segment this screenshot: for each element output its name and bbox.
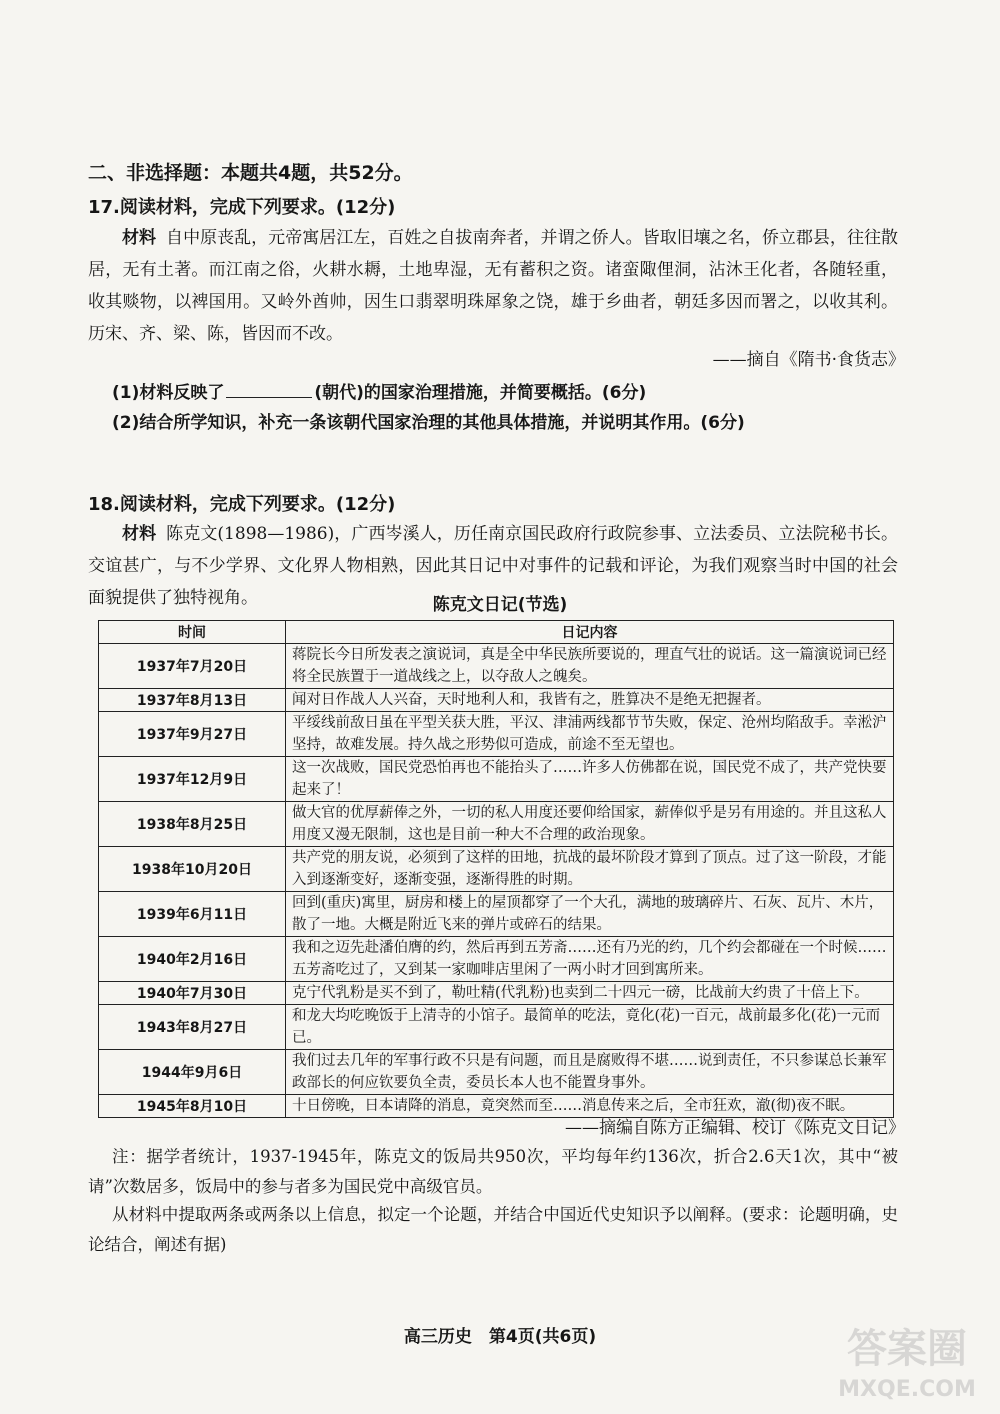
watermark-text-url: MXQE.COM bbox=[838, 1377, 976, 1402]
watermark-logo-icon bbox=[832, 1318, 982, 1406]
q17-source: ——摘自《隋书·食货志》 bbox=[712, 350, 905, 370]
q17-material bbox=[88, 222, 898, 350]
q17-material-label: 材料 bbox=[122, 228, 157, 248]
diary-date: 1937年9月27日 bbox=[99, 712, 286, 757]
diary-content: 平绥线前敌日虽在平型关获大胜，平汉、津浦两线都节节失败，保定、沧州均陷敌手。幸淞沪坚持，故难发展。持久战之形势似可造成，前途不至无望也。 bbox=[286, 712, 894, 757]
q18-source: ——摘编自陈方正编辑、校订《陈克文日记》 bbox=[565, 1118, 905, 1138]
diary-table-title: 陈克文日记(节选) bbox=[432, 595, 568, 615]
diary-content: 回到(重庆)寓里，厨房和楼上的屋顶都穿了一个大孔，满地的玻璃碎片、石灰、瓦片、木片，散了一地。大概是附近飞来的弹片或碎石的结果。 bbox=[286, 892, 894, 937]
diary-date: 1945年8月10日 bbox=[99, 1095, 286, 1118]
diary-content: 做大官的优厚薪俸之外，一切的私人用度还要仰给国家，薪俸似乎是另有用途的。并且这私人用度又漫无限制，这也是目前一种大不合理的政治现象。 bbox=[286, 802, 894, 847]
diary-content: 十日傍晚，日本请降的消息，竟突然而至……消息传来之后，全市狂欢，澈(彻)夜不眠。 bbox=[286, 1095, 894, 1118]
q17-sub1-before: (1)材料反映了 bbox=[112, 383, 225, 403]
table-row bbox=[99, 802, 894, 847]
table-row bbox=[99, 1050, 894, 1095]
diary-date: 1944年9月6日 bbox=[99, 1050, 286, 1095]
diary-content: 闻对日作战人人兴奋，天时地利人和，我皆有之，胜算决不是绝无把握者。 bbox=[286, 689, 894, 712]
q17-title: 17.阅读材料，完成下列要求。(12分) bbox=[88, 197, 396, 218]
q17-sub1-after: (朝代)的国家治理措施，并简要概括。(6分) bbox=[314, 383, 647, 403]
q18-material-label: 材料 bbox=[122, 524, 157, 544]
q18-note: 注：据学者统计，1937-1945年，陈克文的饭局共950次，平均每年约136次，折合2.6天1次，其中“被请”次数居多，饭局中的参与者多为国民党中高级官员。 bbox=[88, 1147, 898, 1196]
q18-material-text: 陈克文(1898—1986)，广西岑溪人，历任南京国民政府行政院参事、立法委员、立法院秘书长。交谊甚广，与不少学界、文化界人物相熟，因此其日记中对事件的记载和评论，为我们观察当时中国的社会面貌提供了独特视角。 bbox=[88, 524, 898, 608]
table-row bbox=[99, 1005, 894, 1050]
table-row bbox=[99, 757, 894, 802]
diary-date: 1940年7月30日 bbox=[99, 982, 286, 1005]
diary-date: 1937年12月9日 bbox=[99, 757, 286, 802]
answer-blank[interactable] bbox=[226, 381, 312, 398]
diary-date: 1937年8月13日 bbox=[99, 689, 286, 712]
diary-content: 这一次战败，国民党恐怕再也不能抬头了……许多人仿佛都在说，国民党不成了，共产党快要起来了！ bbox=[286, 757, 894, 802]
diary-date: 1943年8月27日 bbox=[99, 1005, 286, 1050]
diary-content: 我和之迈先赴潘伯膺的约，然后再到五芳斋……还有乃光的约，几个约会都碰在一个时候……五芳斋吃过了，又到某一家咖啡店里闲了一两小时才回到寓所来。 bbox=[286, 937, 894, 982]
section-heading: 二、非选择题：本题共4题，共52分。 bbox=[88, 162, 413, 184]
table-row bbox=[99, 712, 894, 757]
page-footer: 高三历史 第4页(共6页) bbox=[403, 1327, 597, 1347]
diary-content: 蒋院长今日所发表之演说词，真是全中华民族所要说的，理直气壮的说话。这一篇演说词已经将全民族置于一道战线之上，以夺敌人之魄矣。 bbox=[286, 644, 894, 689]
table-row bbox=[99, 982, 894, 1005]
q17-sub1 bbox=[112, 378, 646, 403]
q17-sub2: (2)结合所学知识，补充一条该朝代国家治理的其他具体措施，并说明其作用。(6分) bbox=[112, 413, 745, 433]
table-row bbox=[99, 689, 894, 712]
diary-date: 1937年7月20日 bbox=[99, 644, 286, 689]
diary-date: 1939年6月11日 bbox=[99, 892, 286, 937]
diary-content: 我们过去几年的军事行政不只是有问题，而且是腐败得不堪……说到责任，不只参谋总长兼军政部长的何应钦要负全责，委员长本人也不能置身事外。 bbox=[286, 1050, 894, 1095]
q18-question: 从材料中提取两条或两条以上信息，拟定一个论题，并结合中国近代史知识予以阐释。(要求：论题明确，史论结合，阐述有据) bbox=[88, 1205, 898, 1254]
table-row bbox=[99, 892, 894, 937]
diary-content: 和龙大均吃晚饭于上清寺的小馆子。最简单的吃法，竟化(花)一百元，战前最多化(花)一元而已。 bbox=[286, 1005, 894, 1050]
table-header-time: 时间 bbox=[99, 621, 286, 644]
diary-content: 共产党的朋友说，必须到了这样的田地，抗战的最坏阶段才算到了顶点。过了这一阶段，才能入到逐渐变好，逐渐变强，逐渐得胜的时期。 bbox=[286, 847, 894, 892]
diary-date: 1938年8月25日 bbox=[99, 802, 286, 847]
table-header-content: 日记内容 bbox=[286, 621, 894, 644]
q18-title: 18.阅读材料，完成下列要求。(12分) bbox=[88, 494, 396, 515]
watermark-text-main: 答案圈 bbox=[847, 1326, 967, 1372]
table-row bbox=[99, 937, 894, 982]
diary-date: 1940年2月16日 bbox=[99, 937, 286, 982]
diary-table bbox=[98, 620, 894, 1118]
table-row bbox=[99, 644, 894, 689]
table-row bbox=[99, 847, 894, 892]
q17-material-text: 自中原丧乱，元帝寓居江左，百姓之自拔南奔者，并谓之侨人。皆取旧壤之名，侨立郡县，往往散居，无有土著。而江南之俗，火耕水耨，土地卑湿，无有蓄积之资。诸蛮陬俚洞，沾沐王化者，各随轻重，收其赕物，以裨国用。又岭外酋帅，因生口翡翠明珠犀象之饶，雄于乡曲者，朝廷多因而署之，以收其利。历宋、齐、梁、陈，皆因而不改。 bbox=[88, 228, 898, 344]
diary-date: 1938年10月20日 bbox=[99, 847, 286, 892]
diary-content: 克宁代乳粉是买不到了，勒吐精(代乳粉)也卖到二十四元一磅，比战前大约贵了十倍上下。 bbox=[286, 982, 894, 1005]
table-header-row bbox=[99, 621, 894, 644]
